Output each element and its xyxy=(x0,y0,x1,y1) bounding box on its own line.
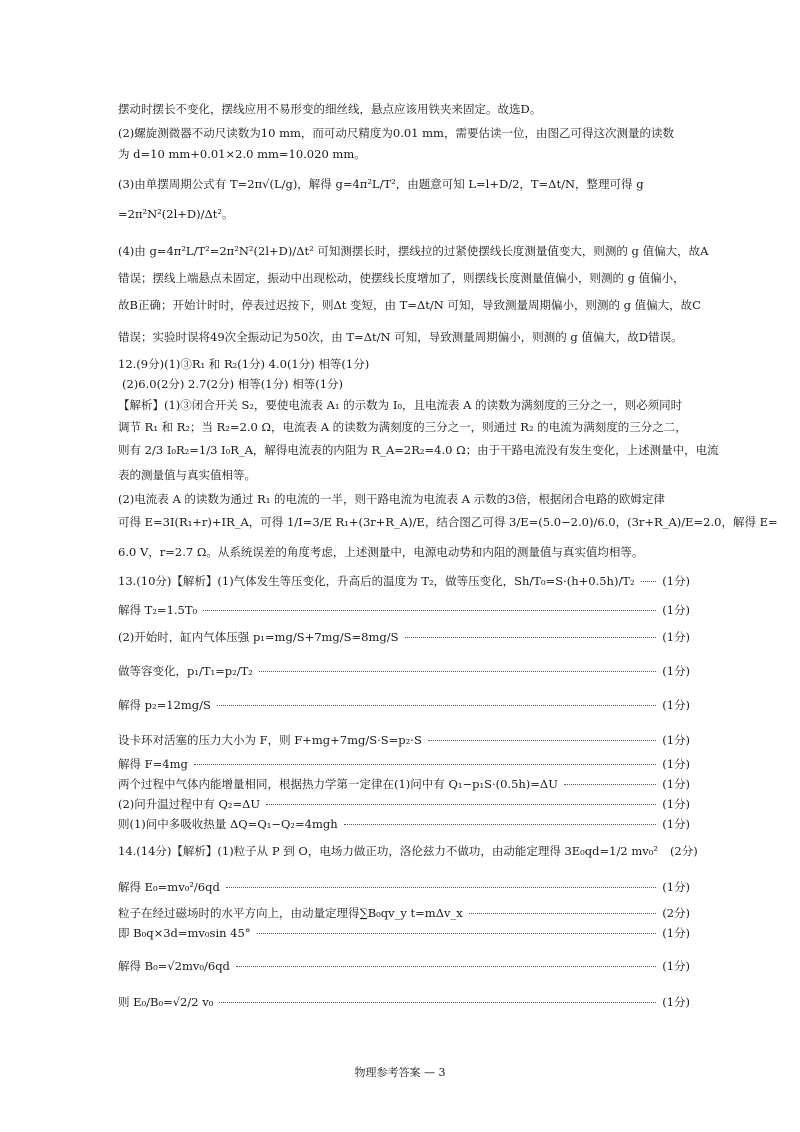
q14-row xyxy=(118,955,690,977)
text-line: (2)螺旋测微器不动尺读数为10 mm，而可动尺精度为0.01 mm，需要估读一位，由图乙可得这次测量的读数 xyxy=(118,126,674,140)
step-text: 则(1)问中多吸收热量 ΔQ=Q₁−Q₂=4mgh xyxy=(118,817,338,831)
score: (1分) xyxy=(662,817,690,831)
q13-header: 13.(10分)【解析】(1)气体发生等压变化，升高后的温度为 T₂，做等压变化，Sh/T₀=S·(h+0.5h)/T₂ xyxy=(118,574,635,588)
q14-row xyxy=(118,991,690,1013)
q14-row xyxy=(118,876,690,898)
analysis-line: 则有 2/3 I₀R₂=1/3 I₀R_A，解得电流表的内阻为 R_A=2R₂=4.0 Ω；由于干路电流没有发生变化，上述测量中，电流 xyxy=(118,443,719,457)
q13-row xyxy=(118,729,690,751)
page-footer: 物理参考答案 — 3 xyxy=(354,1066,446,1079)
score: (1分) xyxy=(662,995,690,1009)
score: (1分) xyxy=(662,926,690,940)
step-text: (2)问升温过程中有 Q₂=ΔU xyxy=(118,797,261,811)
step-text: 解得 E₀=mv₀²/6qd xyxy=(118,880,220,894)
leader-dots xyxy=(564,784,656,785)
q14-header-row xyxy=(118,840,698,862)
q13-row xyxy=(118,626,690,648)
step-text: 解得 B₀=√2mv₀/6qd xyxy=(118,959,230,973)
score: (1分) xyxy=(662,630,690,644)
step-text: 做等容变化，p₁/T₁=p₂/T₂ xyxy=(118,664,253,678)
q13-row xyxy=(118,813,690,835)
leader-dots xyxy=(194,764,656,765)
text-line: 错误；摆线上端悬点未固定，振动中出现松动，使摆线长度增加了，则摆线长度测量值偏小，则测的 g 值偏小， xyxy=(118,271,685,285)
analysis-line: 6.0 V，r=2.7 Ω。从系统误差的角度考虑，上述测量中，电源电动势和内阻的测量值与真实值均相等。 xyxy=(118,545,644,559)
leader-dots xyxy=(236,966,656,967)
analysis-line: (2)电流表 A 的读数为通过 R₁ 的电流的一半，则干路电流为电流表 A 示数的3倍，根据闭合电路的欧姆定律 xyxy=(118,492,665,506)
score: (1分) xyxy=(662,574,690,588)
q13-row xyxy=(118,694,690,716)
step-text: 粒子在经过磁场时的水平方向上，由动量定理得∑B₀qv_y t=mΔv_x xyxy=(118,906,463,920)
score: (1分) xyxy=(662,757,690,771)
leader-dots xyxy=(226,887,656,888)
score: (1分) xyxy=(662,797,690,811)
step-text: 解得 F=4mg xyxy=(118,757,188,771)
step-text: 则 E₀/B₀=√2/2 v₀ xyxy=(118,995,214,1009)
text-line: 摆动时摆长不变化，摆线应用不易形变的细丝线，悬点应该用铁夹来固定。故选D。 xyxy=(118,102,542,116)
score: (1分) xyxy=(662,664,690,678)
question-12-answer: 12.(9分)(1)③R₁ 和 R₂(1分) 4.0(1分) 相等(1分) xyxy=(118,357,370,371)
text-line: 为 d=10 mm+0.01×2.0 mm=10.020 mm。 xyxy=(118,147,366,161)
q13-row xyxy=(118,599,690,621)
step-text: (2)开始时，缸内气体压强 p₁=mg/S+7mg/S=8mg/S xyxy=(118,630,399,644)
leader-dots xyxy=(259,671,656,672)
text-line: (3)由单摆周期公式有 T=2π√(L/g)，解得 g=4π²L/T²，由题意可知 L=l+D/2，T=Δt/N，整理可得 g xyxy=(118,177,644,191)
score: (2分) xyxy=(669,844,698,858)
leader-dots xyxy=(217,705,656,706)
leader-dots xyxy=(469,913,656,914)
q13-row xyxy=(118,793,690,815)
score: (2分) xyxy=(662,906,690,920)
q13-header-row xyxy=(118,570,690,592)
analysis-line: 表的测量值与真实值相等。 xyxy=(118,468,256,482)
score: (1分) xyxy=(662,959,690,973)
score: (1分) xyxy=(662,733,690,747)
step-text: 设卡环对活塞的压力大小为 F，则 F+mg+7mg/S·S=p₂·S xyxy=(118,733,422,747)
q14-row xyxy=(118,922,690,944)
leader-dots xyxy=(257,933,657,934)
score: (1分) xyxy=(662,880,690,894)
leader-dots xyxy=(641,581,657,582)
analysis-line: 可得 E=3I(R₁+r)+IR_A，可得 1/I=3/E R₁+(3r+R_A)/E，结合图乙可得 3/E=(5.0−2.0)/6.0，(3r+R_A)/E=2.0，解得 E= xyxy=(118,515,778,529)
leader-dots xyxy=(428,740,656,741)
score: (1分) xyxy=(662,777,690,791)
leader-dots xyxy=(344,824,657,825)
text-line: =2π²N²(2l+D)/Δt²。 xyxy=(118,207,234,221)
analysis-line: 【解析】(1)③闭合开关 S₂，要使电流表 A₁ 的示数为 I₀，且电流表 A 的读数为满刻度的三分之一，则必须同时 xyxy=(118,398,683,412)
text-line: 故B正确；开始计时时，停表过迟按下，则Δt 变短，由 T=Δt/N 可知，导致测量周期偏小，则测的 g 值偏大，故C xyxy=(118,298,701,312)
text-line: 错误；实验时误将49次全振动记为50次，由 T=Δt/N 可知，导致测量周期偏小，则测的 g 值偏大，故D错误。 xyxy=(118,330,683,344)
step-text: 解得 T₂=1.5T₀ xyxy=(118,603,198,617)
q13-row xyxy=(118,660,690,682)
analysis-line: 调节 R₁ 和 R₂；当 R₂=2.0 Ω，电流表 A 的读数为满刻度的三分之一，则通过 R₂ 的电流为满刻度的三分之二， xyxy=(118,420,687,434)
score: (1分) xyxy=(662,603,690,617)
text-line: (4)由 g=4π²L/T²=2π²N²(2l+D)/Δt² 可知测摆长时，摆线拉的过紧使摆线长度测量值变大，则测的 g 值偏大，故A xyxy=(118,244,709,258)
leader-dots xyxy=(405,637,657,638)
step-text: 解得 p₂=12mg/S xyxy=(118,698,211,712)
leader-dots xyxy=(219,1002,656,1003)
q14-header: 14.(14分)【解析】(1)粒子从 P 到 O，电场力做正功，洛伦兹力不做功，由动能定理得 3E₀qd=1/2 mv₀² xyxy=(118,844,658,858)
q14-row xyxy=(118,902,690,924)
q13-row xyxy=(118,753,690,775)
step-text: 即 B₀q×3d=mv₀sin 45° xyxy=(118,926,251,940)
leader-dots xyxy=(203,610,656,611)
leader-dots xyxy=(266,804,656,805)
q13-row xyxy=(118,773,690,795)
step-text: 两个过程中气体内能增量相同，根据热力学第一定律在(1)问中有 Q₁−p₁S·(0.5h)=ΔU xyxy=(118,777,558,791)
question-12-answer-2: (2)6.0(2分) 2.7(2分) 相等(1分) 相等(1分) xyxy=(122,377,343,391)
score: (1分) xyxy=(662,698,690,712)
